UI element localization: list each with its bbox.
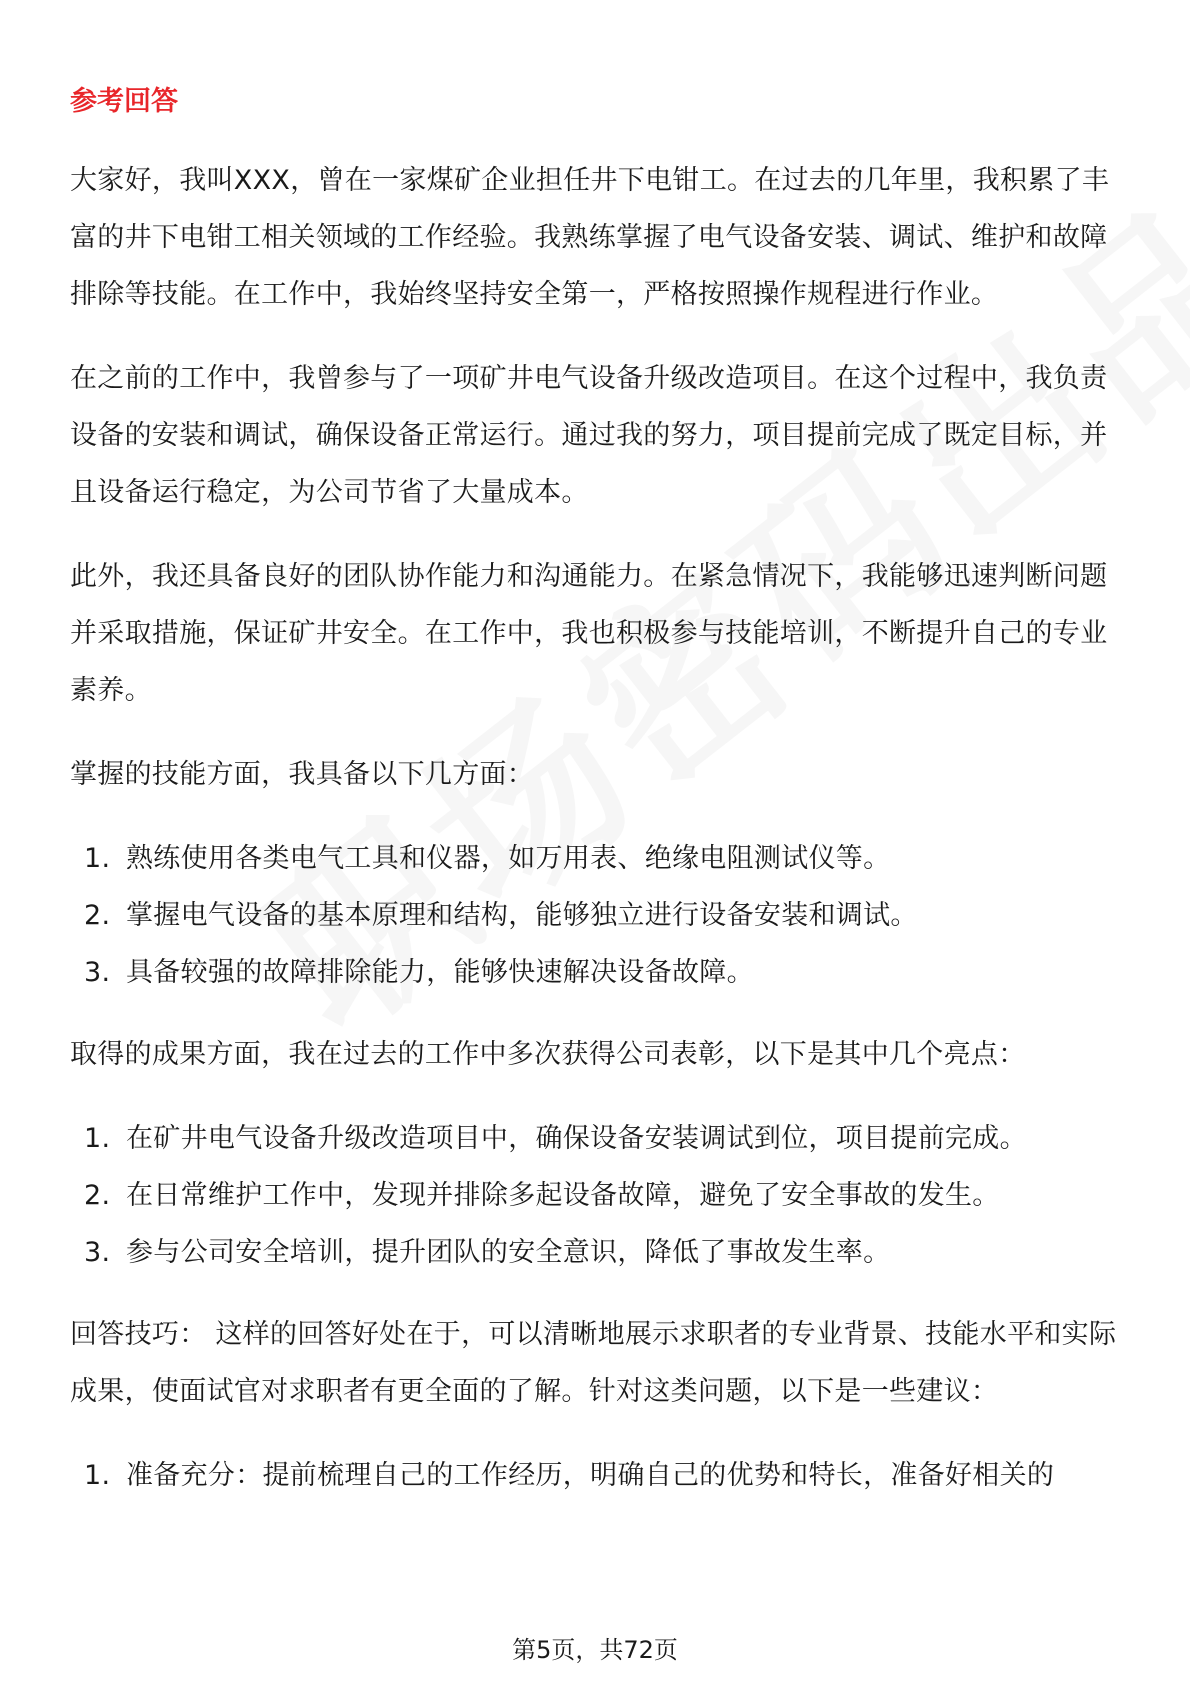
list-text: 具备较强的故障排除能力，能够快速解决设备故障。 — [126, 957, 754, 988]
list-text: 参与公司安全培训，提升团队的安全意识，降低了事故发生率。 — [126, 1237, 891, 1268]
list-number: 1. — [84, 1460, 111, 1491]
list-number: 2. — [84, 900, 111, 931]
list-text: 掌握电气设备的基本原理和结构，能够独立进行设备安装和调试。 — [126, 900, 918, 931]
list-item — [70, 1224, 1130, 1281]
list-number: 3. — [84, 957, 111, 988]
tips-intro: 回答技巧： 这样的回答好处在于，可以清晰地展示求职者的专业背景、技能水平和实际成果，使面试官对求职者有更全面的了解。针对这类问题，以下是一些建议： — [70, 1319, 1117, 1407]
skills-list — [70, 830, 1130, 1001]
list-item — [70, 887, 1130, 944]
paragraph-teamwork: 此外，我还具备良好的团队协作能力和沟通能力。在紧急情况下，我能够迅速判断问题并采取措施，保证矿井安全。在工作中，我也积极参与技能培训，不断提升自己的专业素养。 — [70, 561, 1108, 706]
list-text: 在矿井电气设备升级改造项目中，确保设备安装调试到位，项目提前完成。 — [126, 1123, 1027, 1154]
paragraph-project: 在之前的工作中，我曾参与了一项矿井电气设备升级改造项目。在这个过程中，我负责设备的安装和调试，确保设备正常运行。通过我的努力，项目提前完成了既定目标，并且设备运行稳定，为公司节省了大量成本。 — [70, 363, 1108, 508]
list-number: 3. — [84, 1237, 111, 1268]
content — [70, 82, 1130, 1529]
list-text: 熟练使用各类电气工具和仪器，如万用表、绝缘电阻测试仪等。 — [126, 843, 891, 874]
list-number: 2. — [84, 1180, 111, 1211]
section-heading: 参考回答 — [70, 86, 178, 117]
achievements-intro: 取得的成果方面，我在过去的工作中多次获得公司表彰，以下是其中几个亮点： — [70, 1039, 1026, 1070]
tips-list — [70, 1447, 1130, 1504]
list-item — [70, 944, 1130, 1001]
list-item — [70, 1110, 1130, 1167]
list-item — [70, 1167, 1130, 1224]
paragraph-intro: 大家好，我叫XXX，曾在一家煤矿企业担任井下电钳工。在过去的几年里，我积累了丰富的井下电钳工相关领域的工作经验。我熟练掌握了电气设备安装、调试、维护和故障排除等技能。在工作中，我始终坚持安全第一，严格按照操作规程进行作业。 — [70, 165, 1110, 310]
list-text: 在日常维护工作中，发现并排除多起设备故障，避免了安全事故的发生。 — [126, 1180, 1000, 1211]
list-number: 1. — [84, 1123, 111, 1154]
list-number: 1. — [84, 843, 111, 874]
page-number: 第5页，共72页 — [512, 1636, 678, 1664]
skills-intro: 掌握的技能方面，我具备以下几方面： — [70, 759, 535, 790]
list-text: 准备充分：提前梳理自己的工作经历，明确自己的优势和特长，准备好相关的 — [126, 1460, 1055, 1491]
list-item — [70, 1447, 1130, 1504]
list-item — [70, 830, 1130, 887]
achievements-list — [70, 1110, 1130, 1281]
